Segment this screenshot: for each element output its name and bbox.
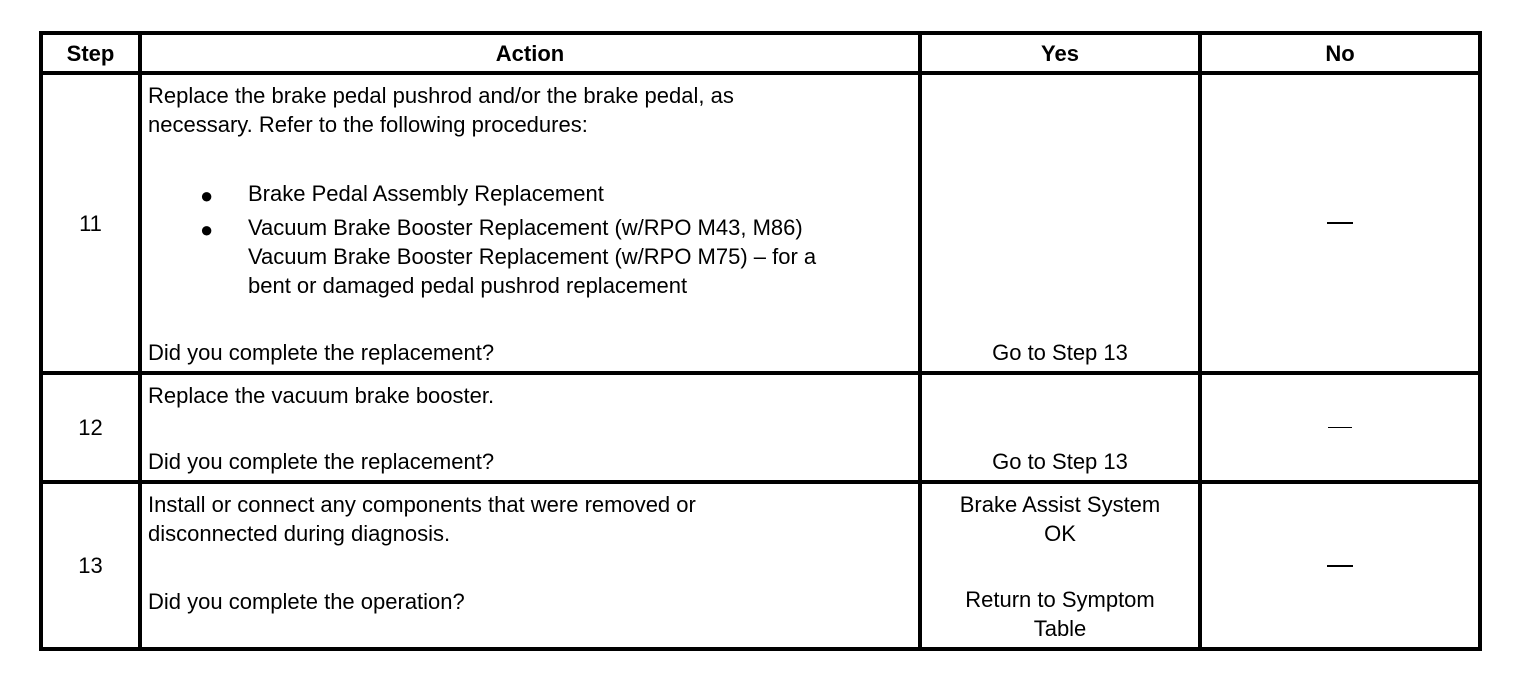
question-text: Did you complete the replacement? xyxy=(148,340,495,365)
yes-cell xyxy=(922,375,1202,484)
spacer xyxy=(148,548,912,587)
action-text: necessary. Refer to the following procedures: xyxy=(148,112,588,137)
action-text: Install or connect any components that were removed or xyxy=(148,492,696,517)
diagnostic-table xyxy=(39,31,1482,651)
action-text: Replace the vacuum brake booster. xyxy=(148,383,495,408)
dash xyxy=(1328,427,1352,429)
action-text: Replace the brake pedal pushrod and/or the brake pedal, as xyxy=(148,83,734,108)
yes-line: Brake Assist System xyxy=(959,492,1161,517)
bullet-icon: ● xyxy=(200,183,214,208)
procedure-link[interactable]: bent or damaged pedal pushrod replacement xyxy=(248,273,688,298)
dash xyxy=(1327,222,1353,224)
no-cell xyxy=(1202,375,1478,484)
yes-line: OK xyxy=(1044,521,1076,546)
procedure-item xyxy=(148,213,912,300)
yes-option-ok[interactable] xyxy=(930,490,1190,548)
action-cell xyxy=(142,484,922,647)
yes-link[interactable]: Go to Step 13 xyxy=(992,449,1128,474)
procedure-link[interactable]: Vacuum Brake Booster Replacement (w/RPO M75) – for a xyxy=(248,244,817,269)
step-number: 12 xyxy=(43,375,142,484)
question-text: Did you complete the replacement? xyxy=(148,449,495,474)
no-cell xyxy=(1202,75,1478,375)
step-number: 11 xyxy=(43,75,142,375)
yes-line: Table xyxy=(1033,616,1087,641)
yes-line: Return to Symptom xyxy=(965,587,1155,612)
procedure-link[interactable]: Brake Pedal Assembly Replacement xyxy=(248,181,604,206)
no-cell xyxy=(1202,484,1478,647)
procedure-list xyxy=(148,179,912,305)
action-text: disconnected during diagnosis. xyxy=(148,521,451,546)
action-cell xyxy=(142,375,922,484)
step-number: 13 xyxy=(43,484,142,647)
dash xyxy=(1327,565,1353,567)
procedure-link[interactable]: Vacuum Brake Booster Replacement (w/RPO M43, M86) xyxy=(248,215,803,240)
procedure-item xyxy=(148,179,912,208)
header-action: Action xyxy=(142,35,922,75)
header-step: Step xyxy=(43,35,142,75)
yes-cell xyxy=(922,75,1202,375)
yes-cell xyxy=(922,484,1202,647)
header-yes: Yes xyxy=(922,35,1202,75)
header-no: No xyxy=(1202,35,1478,75)
question-text: Did you complete the operation? xyxy=(148,589,465,614)
yes-option-return[interactable] xyxy=(930,585,1190,643)
yes-link[interactable]: Go to Step 13 xyxy=(992,340,1128,365)
action-cell xyxy=(142,75,922,375)
bullet-icon: ● xyxy=(200,217,214,242)
